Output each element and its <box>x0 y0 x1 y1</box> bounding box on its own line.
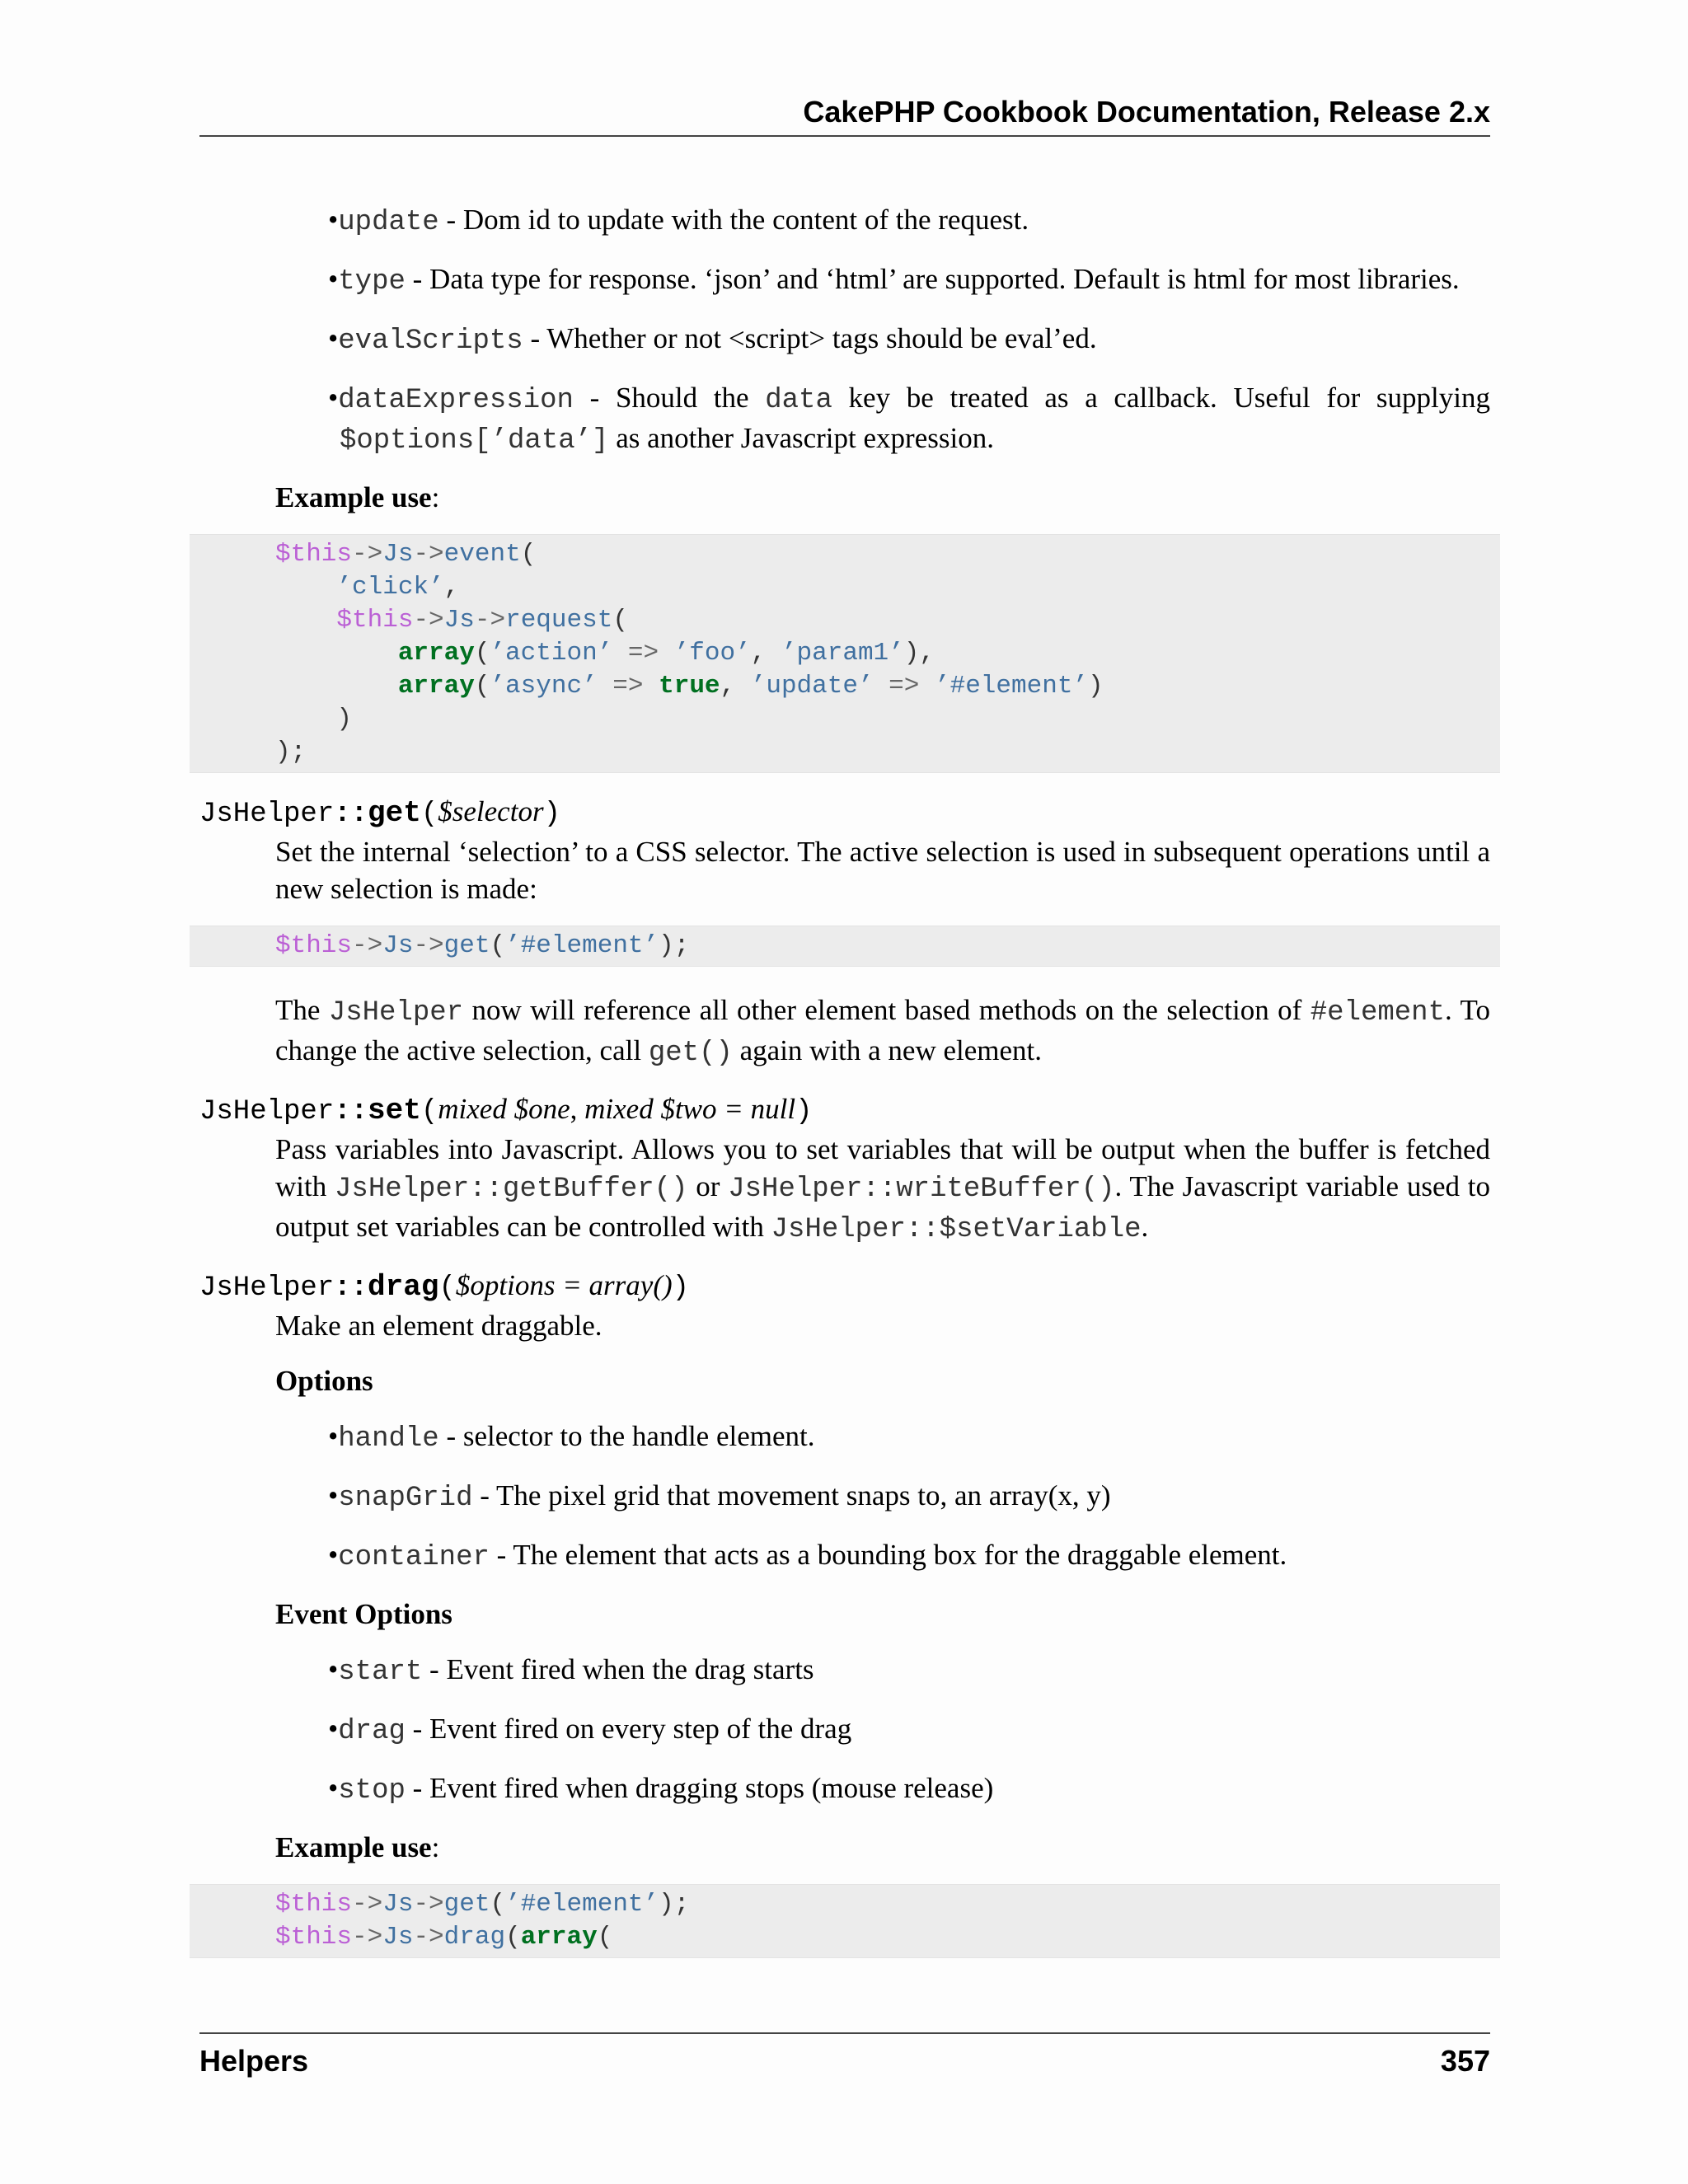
method-description: Make an element draggable. <box>275 1310 603 1342</box>
method-signature-set: JsHelper::set(mixed $one, mixed $two = null) <box>199 1093 813 1127</box>
page-header <box>199 92 1490 137</box>
method-signature-drag: JsHelper::drag($options = array()) <box>199 1269 690 1304</box>
list-item: •type - Data type for response. ‘json’ and ‘html’ are supported. Default is html for most libraries. <box>328 263 1460 298</box>
list-item: •stop - Event fired when dragging stops (mouse release) <box>328 1772 994 1807</box>
footer-section: Helpers <box>199 2044 309 2078</box>
request-options-list <box>199 201 1490 460</box>
document-title: CakePHP Cookbook Documentation, Release 2.x <box>803 95 1490 129</box>
option-name: dataExpression <box>338 385 574 416</box>
option-name: update <box>338 207 439 238</box>
link-writebuffer[interactable]: JsHelper::writeBuffer() <box>728 1174 1115 1205</box>
list-item: •handle - selector to the handle element. <box>328 1420 815 1455</box>
options-heading: Options <box>275 1365 373 1397</box>
option-name: evalScripts <box>338 326 523 357</box>
drag-options-list <box>199 1418 1490 1577</box>
page-content <box>199 201 1490 1978</box>
list-item: •container - The element that acts as a bounding box for the draggable element. <box>328 1539 1287 1573</box>
list-item: •start - Event fired when the drag starts <box>328 1653 814 1688</box>
paragraph: The JsHelper now will reference all other element based methods on the selection of #element. To change the active selection, call get() again with a new element. <box>275 994 1490 1069</box>
code-block: $this->Js->get(’#element’); $this->Js->drag(array( <box>190 1884 1500 1958</box>
method-description: Set the internal ‘selection’ to a CSS selector. The active selection is used in subsequent operations until a new selection is made: <box>275 836 1490 905</box>
method-signature-get: JsHelper::get($selector) <box>199 795 560 830</box>
list-item: •drag - Event fired on every step of the drag <box>328 1713 852 1747</box>
drag-events-list <box>199 1651 1490 1810</box>
option-name: type <box>338 266 406 298</box>
event-options-heading: Event Options <box>275 1598 452 1630</box>
list-item: •update - Dom id to update with the content of the request. <box>328 204 1029 238</box>
example-label: Example use: <box>275 1831 440 1863</box>
page-footer <box>199 2032 1490 2079</box>
example-label: Example use: <box>275 481 440 513</box>
page-number: 357 <box>1440 2044 1490 2078</box>
list-item: •evalScripts - Whether or not <script> tags should be eval’ed. <box>328 322 1097 357</box>
method-description: Pass variables into Javascript. Allows you to set variables that will be output when the buffer is fetched with JsHelper::getBuffer() or JsHelper::writeBuffer(). The Javascript variable used to output set variables can be controlled with JsHelper::$setVariable. <box>275 1133 1490 1245</box>
list-item: •dataExpression - Should the data key be treated as a callback. Useful for supplying $options[’data’] as another Javascript expression. <box>328 382 1490 457</box>
code-block: $this->Js->event( ’click’, $this->Js->request( array(’action’ => ’foo’, ’param1’), array(’async’ => true, ’update’ => ’#element’) ) ); <box>190 534 1500 773</box>
link-getbuffer[interactable]: JsHelper::getBuffer() <box>335 1174 688 1205</box>
code-block: $this->Js->get(’#element’); <box>190 926 1500 967</box>
list-item: •snapGrid - The pixel grid that movement snaps to, an array(x, y) <box>328 1479 1111 1514</box>
